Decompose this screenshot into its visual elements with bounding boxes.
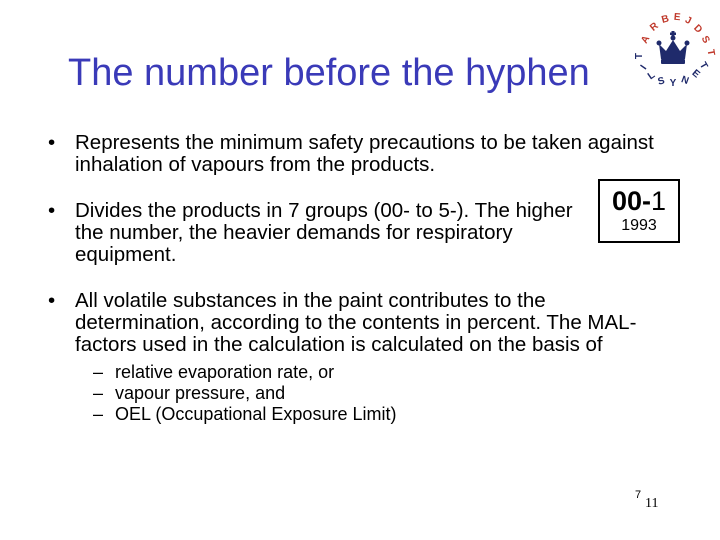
logo-letter: N — [679, 74, 691, 88]
sub-glyph: – — [93, 404, 104, 424]
bullet-text: All volatile substances in the paint contributes to the determination, according to the contents in percent. The MAL-factors used in the calculation is calculated on the basis of — [75, 289, 637, 356]
logo-letter: E — [689, 67, 702, 81]
logo-letter: J — [683, 14, 693, 27]
sub-glyph: – — [93, 383, 104, 403]
logo-letter: T — [634, 52, 645, 60]
sub-item-text: OEL (Occupational Exposure Limit) — [115, 404, 397, 424]
crown-icon — [624, 4, 716, 100]
bullet-item — [48, 132, 668, 176]
logo-letter: S — [698, 34, 712, 46]
sub-item-text: vapour pressure, and — [115, 383, 286, 403]
page-title: The number before the hyphen — [68, 52, 590, 94]
sub-item-text: relative evaporation rate, or — [115, 362, 335, 382]
mal-code-year: 1993 — [621, 217, 657, 234]
arbejdstilsynet-logo — [624, 4, 716, 100]
bullet-text: Represents the minimum safety precautions to be taken against inhalation of vapours from the products. — [75, 131, 654, 176]
page-number-small: 7 — [635, 489, 642, 501]
logo-letter: L — [645, 69, 658, 83]
logo-letter: I — [638, 63, 650, 72]
logo-letter: B — [660, 13, 671, 26]
logo-letter: T — [704, 48, 716, 57]
logo-letter: S — [656, 75, 666, 88]
logo-letter: R — [648, 20, 661, 34]
sub-glyph: – — [93, 362, 104, 382]
bullet-glyph: • — [48, 199, 56, 222]
sub-item — [93, 404, 670, 425]
bullet-glyph: • — [48, 131, 56, 154]
bullet-item — [48, 200, 595, 266]
logo-letter: Y — [669, 78, 677, 89]
sub-list — [75, 362, 670, 425]
bullet-list — [48, 132, 668, 425]
logo-letter: E — [673, 11, 682, 24]
mal-code-group: 1 — [651, 186, 667, 216]
sub-item — [93, 383, 670, 404]
mal-code-prefix: 00- — [611, 186, 651, 216]
page-number: 11 — [645, 496, 659, 511]
logo-letter: D — [691, 22, 705, 36]
logo-letter: T — [696, 60, 710, 72]
sub-item — [93, 362, 670, 383]
logo-letter: A — [639, 33, 653, 46]
bullet-text: Divides the products in 7 groups (00- to 5-). The higher the number, the heavier demands for respiratory equipment. — [75, 199, 573, 266]
bullet-item — [48, 290, 670, 425]
bullet-glyph: • — [48, 289, 56, 312]
